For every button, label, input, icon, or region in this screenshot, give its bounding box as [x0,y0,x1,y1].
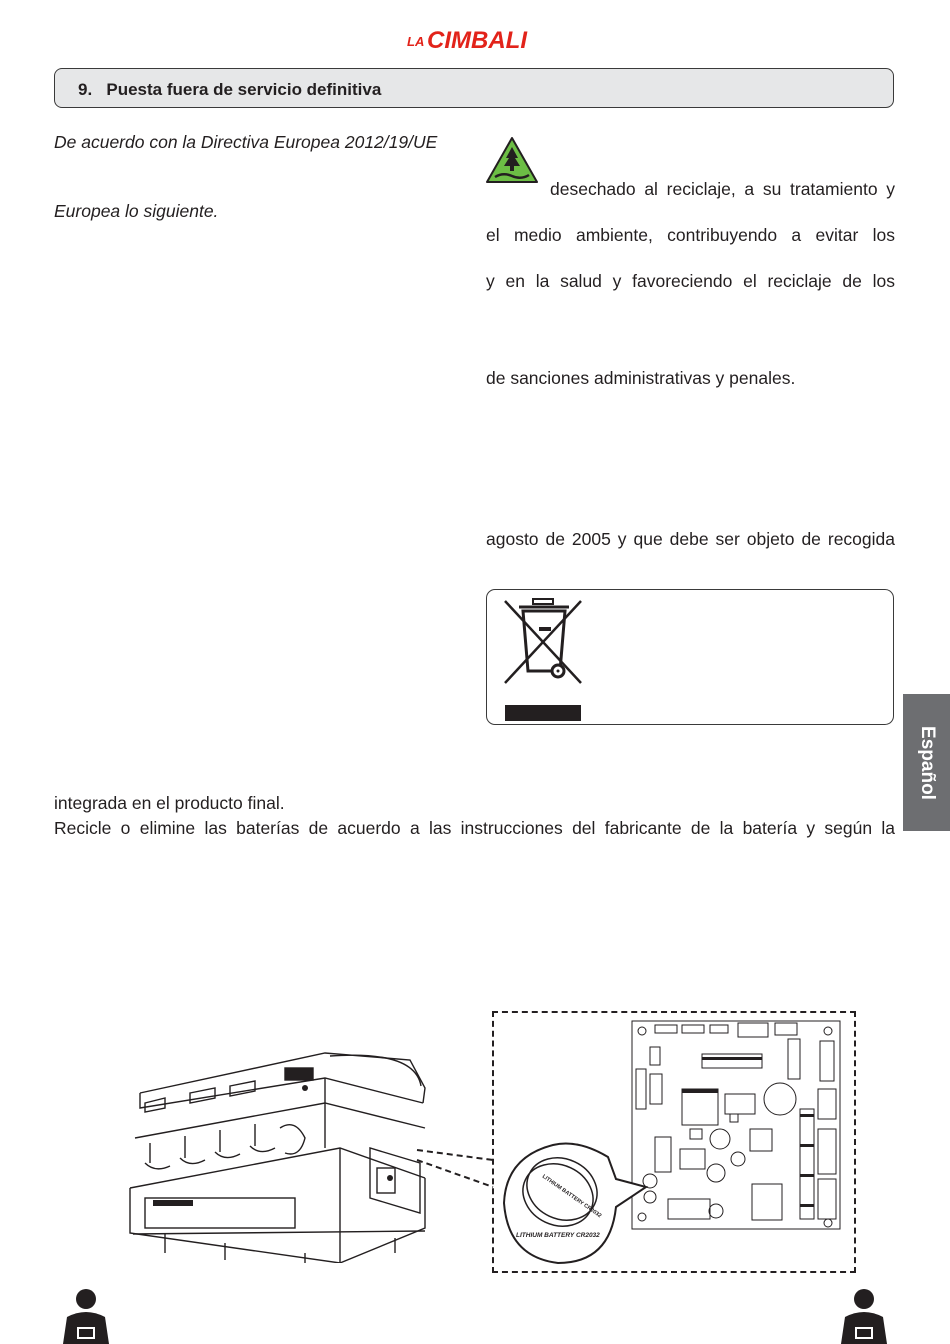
right-text-line-5: agosto de 2005 y que debe ser objeto de recogida [486,529,895,549]
battery-text-line-1: integrada en el producto final. [54,793,285,813]
right-text-line-3: y en la salud y favoreciendo el reciclaje de los [486,271,895,291]
callout-leader [415,1145,495,1195]
right-text-line-4: de sanciones administrativas y penales. [486,368,796,388]
brand-logo [405,22,545,56]
battery-bottom-label: LITHIUM BATTERY CR2032 [516,1232,600,1239]
battery-callout-box [492,1011,856,1273]
section-title: 9. Puesta fuera de servicio definitiva [78,80,382,99]
section-header [54,68,894,108]
language-tab-label: Español [916,725,938,800]
operator-icon [835,1287,893,1344]
right-text-line-1: desechado al reciclaje, a su tratamiento y [550,179,895,199]
battery-callout-bubble [498,1137,668,1267]
battery-text-line-2: Recicle o elimine las baterías de acuerdo a las instrucciones del fabricante de la batería y según la [54,818,895,838]
coffee-machine-illustration [125,1048,435,1263]
logo-main: CIMBALI [427,27,527,54]
right-text-line-2: el medio ambiente, contribuyendo a evitar los [486,225,895,245]
eco-warning-icon [485,136,539,184]
logo-prefix: LA [407,34,425,49]
battery-curved-label: LITHIUM BATTERY CR2032 [540,1173,603,1220]
left-text-line-1: De acuerdo con la Directiva Europea 2012/19/UE [54,132,438,152]
left-text-line-2: Europea lo siguiente. [54,201,219,221]
weee-crossed-bin-icon [497,597,587,723]
language-tab[interactable] [903,694,950,831]
weee-notice-box [486,589,894,725]
operator-icon [57,1287,115,1344]
